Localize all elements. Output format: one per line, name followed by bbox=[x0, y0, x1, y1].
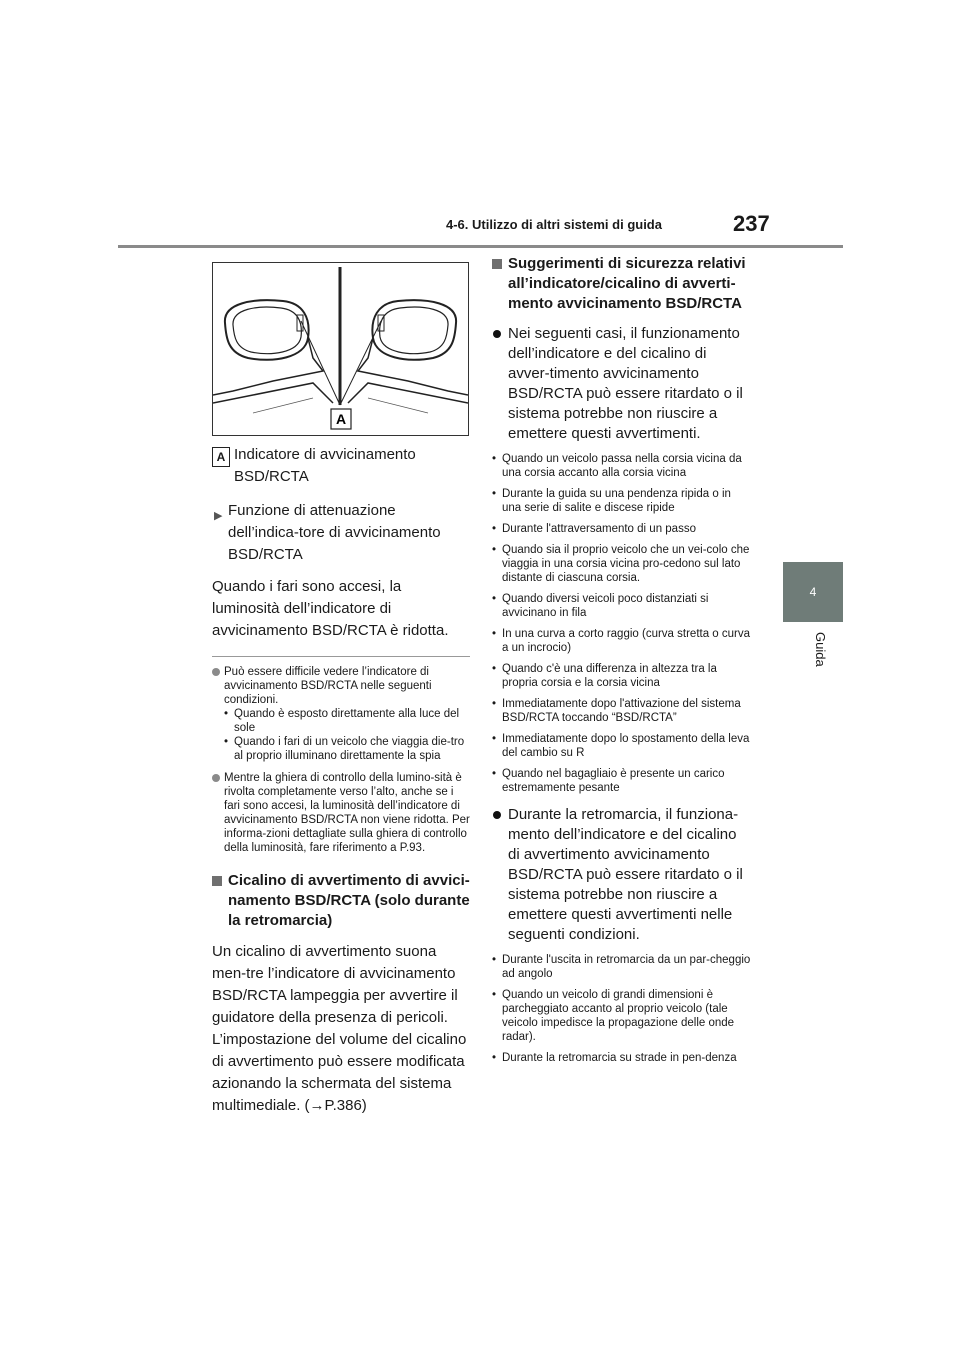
black-dot-icon bbox=[493, 811, 501, 819]
square-bullet-icon bbox=[212, 876, 222, 886]
right-column bbox=[492, 254, 752, 1072]
note-1 bbox=[212, 665, 470, 763]
list-item: • Durante la retromarcia su strade in pen-denza bbox=[492, 1051, 752, 1065]
black-dot-icon bbox=[493, 330, 501, 338]
point-1-text: Nei seguenti casi, il funzionamento dell’indicatore e del cicalino di avver-timento avvicinamento BSD/RCTA può essere ritardato o il sistema potrebbe non riuscire a emettere questi avvertimenti. bbox=[508, 325, 743, 442]
figure-caption bbox=[212, 444, 470, 488]
list-item: • Immediatamente dopo lo spostamento della leva del cambio su R bbox=[492, 732, 752, 760]
list-item: • In una curva a corto raggio (curva stretta o curva a un incrocio) bbox=[492, 627, 752, 655]
caption-line-2: BSD/RCTA bbox=[234, 468, 309, 485]
note-2-text: Mentre la ghiera di controllo della lumino-sità è rivolta completamente verso l’alto, anche se i fari sono accesi, la luminosità dell’indicatore di avvicinamento BSD/RCTA non viene ridotta. Per informa-zioni dettagliate sulla ghiera di controllo della luminosità, fare riferimento a P.93. bbox=[224, 772, 470, 854]
list-item: • Quando sia il proprio veicolo che un vei-colo che viaggia in una corsia vicina pro-cedono sul lato distante di ciascuna corsia. bbox=[492, 543, 752, 585]
gray-dot-icon bbox=[212, 668, 220, 676]
condition-list-2 bbox=[492, 953, 752, 1065]
buzzer-text: Un cicalino di avvertimento suona men-tre l’indicatore di avvicinamento BSD/RCTA lampeggia per avvertire il guidatore della presenza di pericoli. L’impostazione del volume del cicalino di avvertimento può essere modificata azionando la schermata del sistema multimediale. (→P.386) bbox=[212, 943, 467, 1114]
note-divider bbox=[212, 656, 470, 657]
note-1-item: • Quando è esposto direttamente alla luce del sole bbox=[224, 707, 470, 735]
function-text: Quando i fari sono accesi, la luminosità dell’indicatore di avvicinamento BSD/RCTA è ridotta. bbox=[212, 578, 449, 639]
square-bullet-icon bbox=[492, 259, 502, 269]
function-heading bbox=[212, 500, 470, 566]
buzzer-heading bbox=[212, 871, 470, 931]
function-title: Funzione di attenuazione dell’indica-tore di avvicinamento BSD/RCTA bbox=[228, 502, 441, 563]
point-2-text: Durante la retromarcia, il funziona-mento dell’indicatore e del cicalino di avvertimento avvicinamento BSD/RCTA può essere ritardato o il sistema potrebbe non riuscire a emettere questi avvertimenti nelle seguenti condizioni. bbox=[508, 806, 743, 943]
list-item: • Immediatamente dopo l'attivazione del sistema BSD/RCTA toccando “BSD/RCTA” bbox=[492, 697, 752, 725]
point-2 bbox=[492, 805, 752, 945]
point-1 bbox=[492, 324, 752, 444]
caption-line-1: Indicatore di avvicinamento bbox=[234, 446, 416, 463]
list-item: • Quando un veicolo di grandi dimensioni è parcheggiato accanto al proprio veicolo (tale veicolo impedisce la propagazione delle onde radar). bbox=[492, 988, 752, 1044]
section-title: 4-6. Utilizzo di altri sistemi di guida bbox=[446, 217, 662, 232]
note-1-text: Può essere difficile vedere l’indicatore di avvicinamento BSD/RCTA nelle seguenti condizioni. bbox=[224, 666, 432, 706]
list-item: • Quando nel bagagliaio è presente un carico estremamente pesante bbox=[492, 767, 752, 795]
gray-dot-icon bbox=[212, 774, 220, 782]
note-2 bbox=[212, 771, 470, 855]
list-item: • Quando c'è una differenza in altezza tra la propria corsia e la corsia vicina bbox=[492, 662, 752, 690]
triangle-right-icon: ▶ bbox=[214, 510, 223, 522]
buzzer-title: Cicalino di avvertimento di avvici-namento BSD/RCTA (solo durante la retromarcia) bbox=[228, 872, 470, 929]
left-column bbox=[212, 440, 470, 1117]
list-item: • Quando un veicolo passa nella corsia vicina da una corsia accanto alla corsia vicina bbox=[492, 452, 752, 480]
chapter-label: Guida bbox=[813, 632, 828, 667]
side-mirrors-drawing bbox=[213, 263, 468, 435]
safety-heading bbox=[492, 254, 752, 314]
callout-badge: A bbox=[212, 447, 230, 467]
note-1-item: • Quando i fari di un veicolo che viaggia die-tro al proprio illuminano direttamente la spia bbox=[224, 735, 470, 763]
figure-callout-a: A bbox=[335, 411, 347, 427]
list-item: • Durante l'uscita in retromarcia da un par-cheggio ad angolo bbox=[492, 953, 752, 981]
condition-list-1 bbox=[492, 452, 752, 795]
list-item: • Durante la guida su una pendenza ripida o in una serie di salite e discese ripide bbox=[492, 487, 752, 515]
list-item: • Quando diversi veicoli poco distanziati si avvicinano in fila bbox=[492, 592, 752, 620]
list-item: • Durante l'attraversamento di un passo bbox=[492, 522, 752, 536]
page-number: 237 bbox=[733, 211, 770, 236]
header-divider bbox=[118, 245, 843, 248]
mirror-illustration bbox=[212, 262, 469, 436]
chapter-tab[interactable]: 4 bbox=[783, 562, 843, 622]
safety-title: Suggerimenti di sicurezza relativi all’indicatore/cicalino di avverti-mento avvicinamento BSD/RCTA bbox=[508, 255, 746, 312]
